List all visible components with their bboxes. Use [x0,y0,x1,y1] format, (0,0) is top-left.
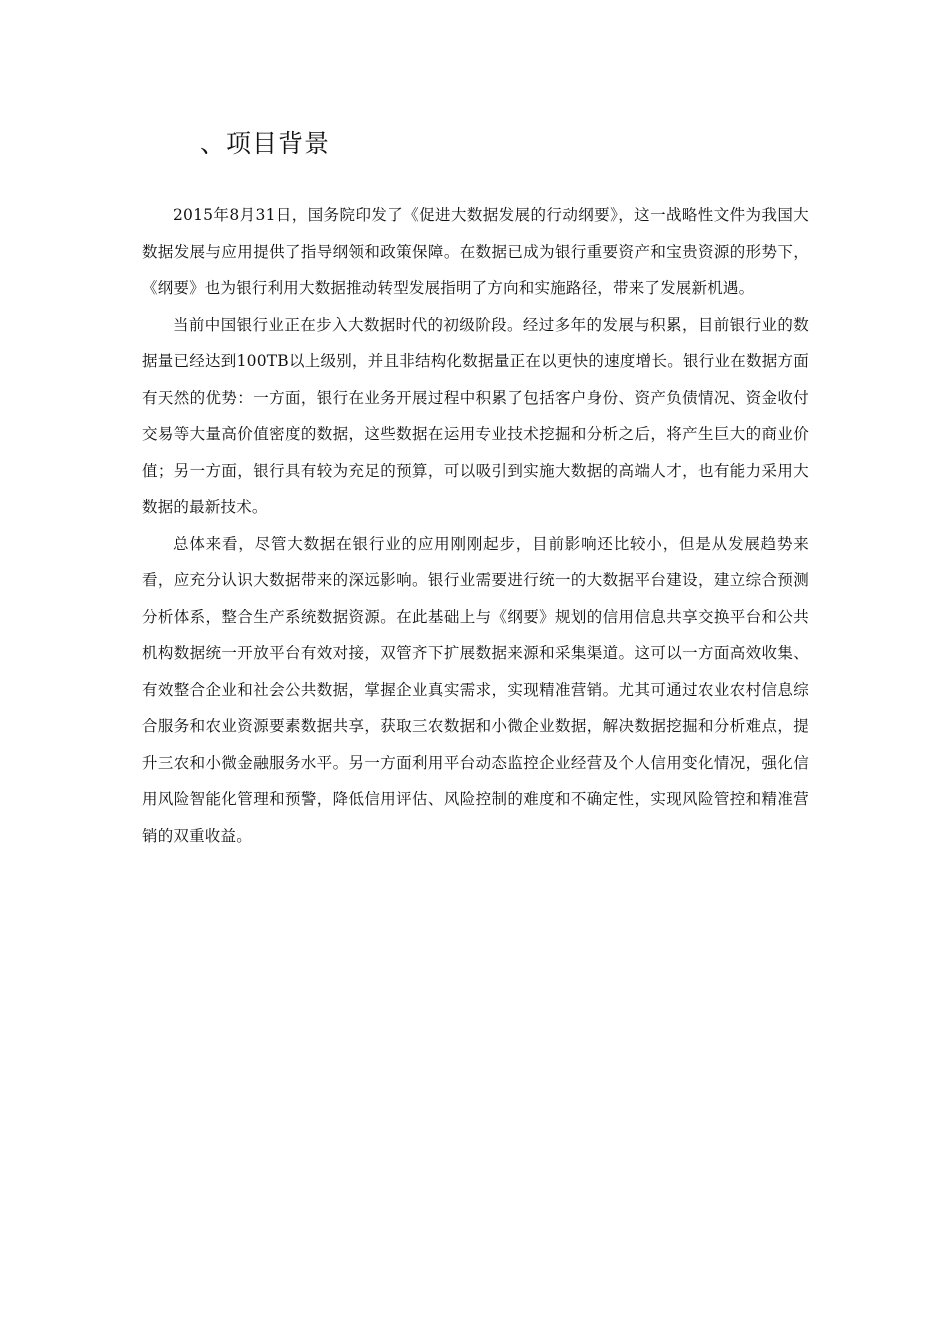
body-text [142,197,809,854]
paragraph-3: 总体来看，尽管大数据在银行业的应用刚刚起步，目前影响还比较小，但是从发展趋势来看，应充分认识大数据带来的深远影响。银行业需要进行统一的大数据平台建设，建立综合预测分析体系，整合生产系统数据资源。在此基础上与《纲要》规划的信用信息共享交换平台和公共机构数据统一开放平台有效对接，双管齐下扩展数据来源和采集渠道。这可以一方面高效收集、有效整合企业和社会公共数据，掌握企业真实需求，实现精准营销。尤其可通过农业农村信息综合服务和农业资源要素数据共享，获取三农数据和小微企业数据，解决数据挖掘和分析难点，提升三农和小微金融服务水平。另一方面利用平台动态监控企业经营及个人信用变化情况，强化信用风险智能化管理和预警，降低信用评估、风险控制的难度和不确定性，实现风险管控和精准营销的双重收益。 [142,534,809,845]
paragraph-2: 当前中国银行业正在步入大数据时代的初级阶段。经过多年的发展与积累，目前银行业的数据量已经达到100TB以上级别，并且非结构化数据量正在以更快的速度增长。银行业在数据方面有天然的优势：一方面，银行在业务开展过程中积累了包括客户身份、资产负债情况、资金收付交易等大量高价值密度的数据，这些数据在运用专业技术挖掘和分析之后，将产生巨大的商业价值；另一方面，银行具有较为充足的预算，可以吸引到实施大数据的高端人才，也有能力采用大数据的最新技术。 [142,315,809,516]
paragraph-1: 2015年8月31日，国务院印发了《促进大数据发展的行动纲要》，这一战略性文件为我国大数据发展与应用提供了指导纲领和政策保障。在数据已成为银行重要资产和宝贵资源的形势下，《纲要》也为银行利用大数据推动转型发展指明了方向和实施路径，带来了发展新机遇。 [142,206,809,297]
section-heading: 、项目背景 [200,129,331,158]
